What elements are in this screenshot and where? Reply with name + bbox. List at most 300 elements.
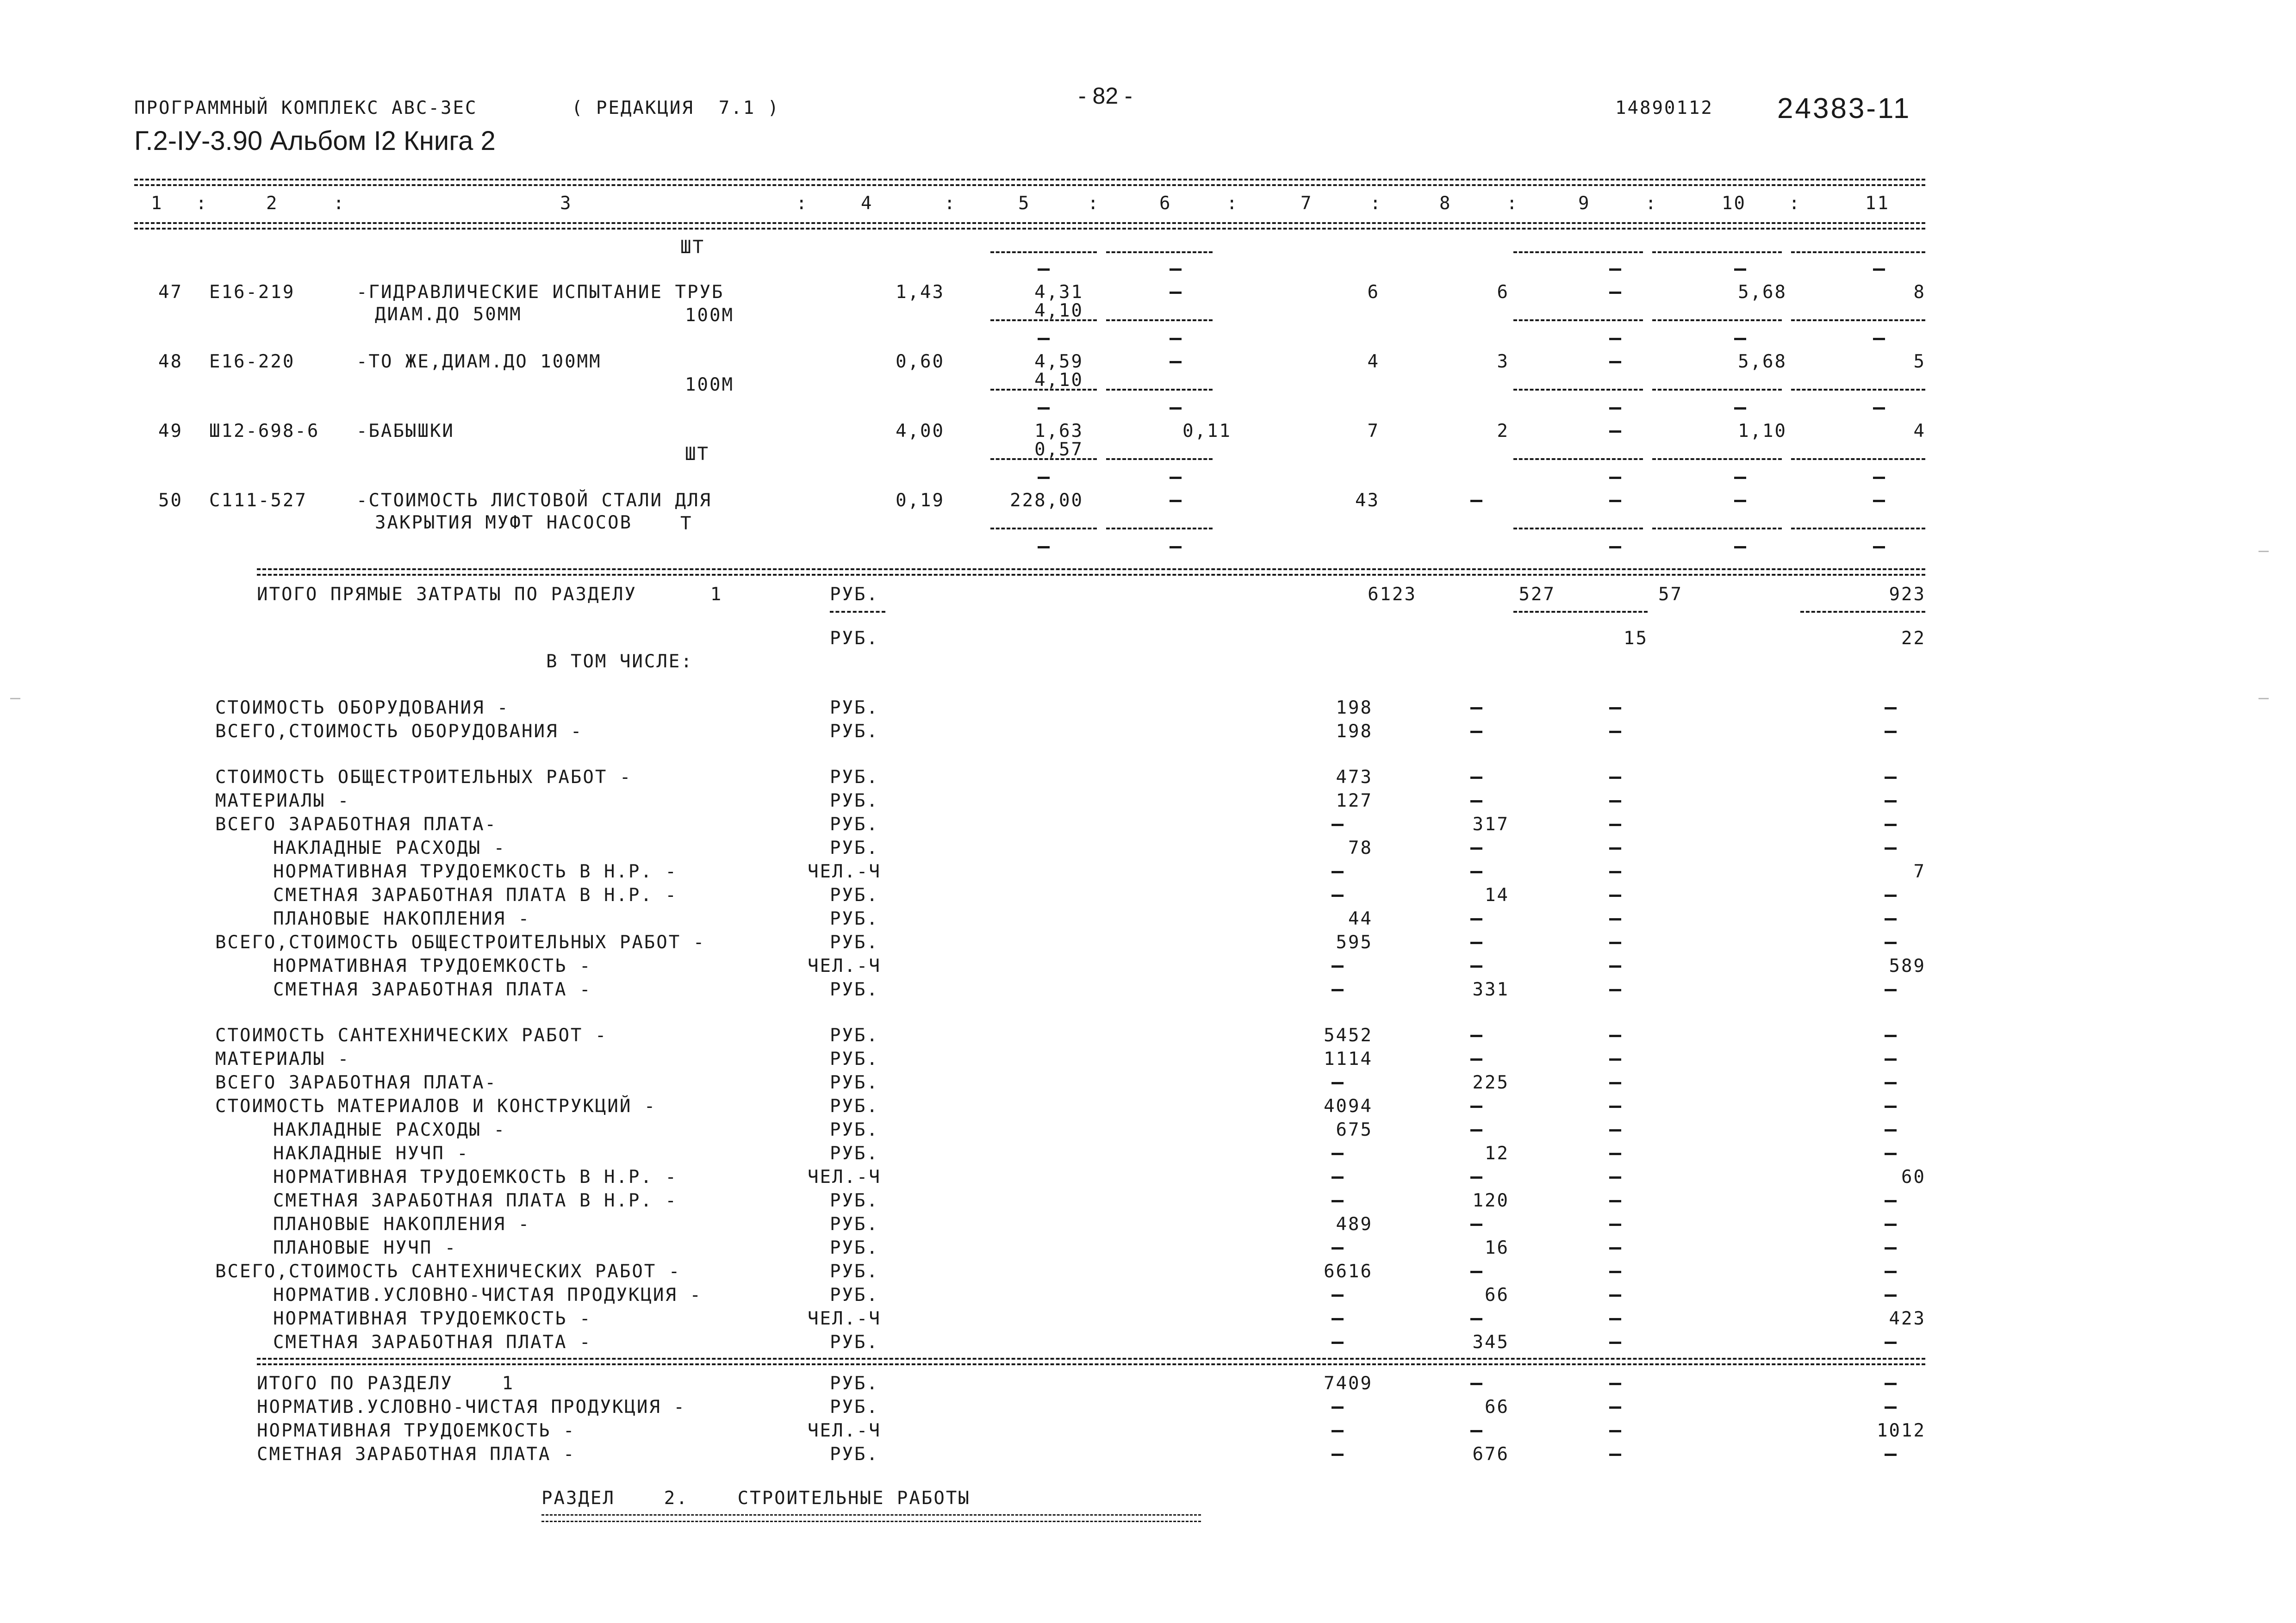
summary-c7: 127 bbox=[1336, 790, 1373, 811]
page-number: - 82 - bbox=[1078, 83, 1132, 109]
row-c11: 5 bbox=[1913, 351, 1926, 372]
dash-value bbox=[1170, 268, 1182, 271]
program-edition: ( РЕДАКЦИЯ 7.1 ) bbox=[572, 98, 780, 118]
dashed-rule bbox=[1513, 319, 1643, 321]
summary-c8: 12 bbox=[1485, 1143, 1509, 1164]
section-total-c9-dash bbox=[1609, 1406, 1621, 1409]
summary-c11: 589 bbox=[1889, 956, 1926, 976]
summary-c8: 16 bbox=[1485, 1237, 1509, 1258]
summary-label: СТОИМОСТЬ ОБОРУДОВАНИЯ - bbox=[215, 697, 510, 718]
summary-c11-dash bbox=[1885, 895, 1897, 897]
row-c11-dash bbox=[1873, 500, 1885, 502]
direct-costs-c9: 57 bbox=[1658, 584, 1683, 605]
margin-mark bbox=[2259, 698, 2269, 699]
direct-costs-unit-2: РУБ. bbox=[830, 628, 879, 649]
row-code: Е16-220 bbox=[209, 351, 295, 372]
row-quantity: 1,43 bbox=[896, 282, 945, 303]
summary-label: СТОИМОСТЬ САНТЕХНИЧЕСКИХ РАБОТ - bbox=[215, 1025, 608, 1046]
summary-c7: 473 bbox=[1336, 767, 1373, 788]
summary-c9-dash bbox=[1609, 942, 1621, 944]
column-separator: : bbox=[1370, 193, 1382, 214]
summary-c9-dash bbox=[1609, 847, 1621, 850]
summary-c7: 6616 bbox=[1324, 1261, 1373, 1282]
dash-value bbox=[1873, 546, 1885, 548]
row-c8: 3 bbox=[1497, 351, 1509, 372]
direct-costs-label: ИТОГО ПРЯМЫЕ ЗАТРАТЫ ПО РАЗДЕЛУ 1 bbox=[257, 584, 723, 605]
summary-label: СТОИМОСТЬ ОБЩЕСТРОИТЕЛЬНЫХ РАБОТ - bbox=[215, 767, 632, 788]
section-total-unit: РУБ. bbox=[830, 1373, 879, 1394]
summary-label: НОРМАТИВНАЯ ТРУДОЕМКОСТЬ В Н.Р. - bbox=[273, 1167, 678, 1188]
summary-c7: 44 bbox=[1348, 908, 1373, 929]
section-total-c7-dash bbox=[1332, 1454, 1344, 1456]
rule-section-total-2 bbox=[257, 1363, 1925, 1365]
summary-c7-dash bbox=[1332, 824, 1344, 826]
section-total-label: СМЕТНАЯ ЗАРАБОТНАЯ ПЛАТА - bbox=[257, 1444, 576, 1465]
row-unit-price: 228,00 bbox=[1010, 490, 1083, 511]
row-unit: Т bbox=[680, 513, 693, 534]
summary-unit: РУБ. bbox=[830, 767, 879, 788]
dashed-rule bbox=[1652, 251, 1782, 253]
summary-c9-dash bbox=[1609, 1035, 1621, 1037]
column-separator: : bbox=[796, 193, 809, 214]
row-code: С111-527 bbox=[209, 490, 307, 511]
section-total-unit: ЧЕЛ.-Ч bbox=[808, 1420, 881, 1441]
row-unit-price-secondary: 4,10 bbox=[1034, 370, 1083, 391]
summary-c8-dash bbox=[1470, 731, 1482, 733]
summary-label: НОРМАТИВ.УСЛОВНО-ЧИСТАЯ ПРОДУКЦИЯ - bbox=[273, 1285, 702, 1306]
summary-unit: РУБ. bbox=[830, 1190, 879, 1211]
summary-c8-dash bbox=[1470, 847, 1482, 850]
summary-label: ВСЕГО,СТОИМОСТЬ ОБЩЕСТРОИТЕЛЬНЫХ РАБОТ - bbox=[215, 932, 706, 953]
summary-unit: РУБ. bbox=[830, 885, 879, 906]
summary-label: МАТЕРИАЛЫ - bbox=[215, 790, 350, 811]
summary-unit: ЧЕЛ.-Ч bbox=[808, 1167, 881, 1188]
summary-c7: 5452 bbox=[1324, 1025, 1373, 1046]
rule-totals bbox=[257, 568, 1925, 570]
row-name-continued: ДИАМ.ДО 50ММ bbox=[375, 304, 522, 325]
row-quantity: 4,00 bbox=[896, 421, 945, 442]
summary-unit: РУБ. bbox=[830, 932, 879, 953]
row-c6: 0,11 bbox=[1182, 421, 1232, 442]
summary-c7-dash bbox=[1332, 895, 1344, 897]
rule-header-bottom-2 bbox=[134, 228, 1925, 230]
dashed-rule bbox=[1791, 251, 1925, 253]
summary-c9-dash bbox=[1609, 1342, 1621, 1344]
row-c6-dash bbox=[1170, 292, 1182, 294]
summary-c11-dash bbox=[1885, 1129, 1897, 1132]
row-c9-dash bbox=[1609, 500, 1621, 502]
section-total-c8: 676 bbox=[1472, 1444, 1509, 1465]
column-separator: : bbox=[1226, 193, 1239, 214]
dash-value bbox=[1873, 268, 1885, 271]
dash-value bbox=[1609, 338, 1621, 340]
summary-unit: РУБ. bbox=[830, 1143, 879, 1164]
summary-unit: ЧЕЛ.-Ч bbox=[808, 956, 881, 976]
dashed-rule bbox=[1791, 319, 1925, 321]
summary-label: ПЛАНОВЫЕ НАКОПЛЕНИЯ - bbox=[273, 1214, 531, 1235]
summary-unit: РУБ. bbox=[830, 790, 879, 811]
section-total-label: ИТОГО ПО РАЗДЕЛУ 1 bbox=[257, 1373, 515, 1394]
row-number: 49 bbox=[158, 421, 183, 442]
dash-value bbox=[1170, 407, 1182, 410]
summary-c11-dash bbox=[1885, 1106, 1897, 1108]
summary-c11-dash bbox=[1885, 777, 1897, 779]
row-c8: 6 bbox=[1497, 282, 1509, 303]
summary-unit: РУБ. bbox=[830, 1096, 879, 1117]
column-number-4: 4 bbox=[861, 193, 873, 214]
summary-c7-dash bbox=[1332, 1342, 1344, 1344]
summary-unit: РУБ. bbox=[830, 1332, 879, 1353]
summary-c8: 345 bbox=[1472, 1332, 1509, 1353]
summary-c11-dash bbox=[1885, 1058, 1897, 1061]
row-c7: 43 bbox=[1355, 490, 1380, 511]
column-number-1: 1 bbox=[151, 193, 163, 214]
dashed-rule bbox=[1652, 528, 1782, 529]
direct-costs-c11b: 22 bbox=[1901, 628, 1926, 649]
row-c8: 2 bbox=[1497, 421, 1509, 442]
summary-label: СМЕТНАЯ ЗАРАБОТНАЯ ПЛАТА В Н.Р. - bbox=[273, 885, 678, 906]
summary-c9-dash bbox=[1609, 1294, 1621, 1297]
column-number-3: 3 bbox=[560, 193, 572, 214]
margin-mark bbox=[10, 698, 20, 699]
dashed-rule bbox=[1513, 458, 1643, 460]
dashed-rule bbox=[1513, 528, 1643, 529]
summary-label: ВСЕГО,СТОИМОСТЬ ОБОРУДОВАНИЯ - bbox=[215, 721, 583, 742]
summary-c7-dash bbox=[1332, 1318, 1344, 1320]
dash-value bbox=[1170, 546, 1182, 548]
dashed-rule bbox=[1106, 251, 1213, 253]
row-c6-dash bbox=[1170, 500, 1182, 502]
dash-value bbox=[1609, 477, 1621, 479]
dashed-rule bbox=[1106, 389, 1213, 391]
summary-c11-dash bbox=[1885, 942, 1897, 944]
summary-label: НАКЛАДНЫЕ РАСХОДЫ - bbox=[273, 1119, 506, 1140]
summary-c11-dash bbox=[1885, 1342, 1897, 1344]
summary-c8-dash bbox=[1470, 1271, 1482, 1273]
row-c6-dash bbox=[1170, 361, 1182, 363]
next-section-underline bbox=[541, 1514, 1201, 1522]
summary-c7-dash bbox=[1332, 1176, 1344, 1179]
column-number-2: 2 bbox=[266, 193, 279, 214]
summary-c8: 66 bbox=[1485, 1285, 1509, 1306]
summary-c9-dash bbox=[1609, 1106, 1621, 1108]
summary-c8-dash bbox=[1470, 1224, 1482, 1226]
summary-unit: РУБ. bbox=[830, 814, 879, 835]
summary-c7: 198 bbox=[1336, 697, 1373, 718]
summary-c8-dash bbox=[1470, 942, 1482, 944]
summary-c11-dash bbox=[1885, 1082, 1897, 1084]
rule-top bbox=[134, 179, 1925, 180]
column-separator: : bbox=[1506, 193, 1519, 214]
section-total-unit: РУБ. bbox=[830, 1444, 879, 1465]
summary-unit: РУБ. bbox=[830, 979, 879, 1000]
section-total-c8-dash bbox=[1470, 1383, 1482, 1385]
column-separator: : bbox=[1789, 193, 1801, 214]
dashed-rule bbox=[1513, 251, 1643, 253]
dashed-rule bbox=[1791, 528, 1925, 529]
summary-c9-dash bbox=[1609, 1082, 1621, 1084]
summary-c9-dash bbox=[1609, 1318, 1621, 1320]
summary-c11-dash bbox=[1885, 731, 1897, 733]
summary-c11-dash bbox=[1885, 847, 1897, 850]
row-name-continued: ЗАКРЫТИЯ МУФТ НАСОСОВ bbox=[375, 512, 633, 533]
direct-costs-c11: 923 bbox=[1889, 584, 1926, 605]
dash-value bbox=[1609, 407, 1621, 410]
summary-c8: 14 bbox=[1485, 885, 1509, 906]
summary-c8: 331 bbox=[1472, 979, 1509, 1000]
summary-label: СТОИМОСТЬ МАТЕРИАЛОВ И КОНСТРУКЦИЙ - bbox=[215, 1096, 657, 1117]
section-total-c11-dash bbox=[1885, 1383, 1897, 1385]
section-total-c7-dash bbox=[1332, 1406, 1344, 1409]
row-quantity: 0,60 bbox=[896, 351, 945, 372]
dash-value bbox=[1038, 477, 1050, 479]
row-name: -БАБЫШКИ bbox=[356, 421, 454, 442]
summary-c7-dash bbox=[1332, 1247, 1344, 1250]
dash-value bbox=[1038, 338, 1050, 340]
summary-c9-dash bbox=[1609, 895, 1621, 897]
summary-c9-dash bbox=[1609, 1129, 1621, 1132]
section-total-c11-dash bbox=[1885, 1406, 1897, 1409]
summary-c8-dash bbox=[1470, 965, 1482, 968]
summary-c9-dash bbox=[1609, 1153, 1621, 1155]
summary-label: МАТЕРИАЛЫ - bbox=[215, 1049, 350, 1070]
summary-c8-dash bbox=[1470, 1176, 1482, 1179]
summary-c9-dash bbox=[1609, 871, 1621, 873]
summary-label: ВСЕГО ЗАРАБОТНАЯ ПЛАТА- bbox=[215, 814, 498, 835]
summary-c11-dash bbox=[1885, 1035, 1897, 1037]
summary-label: НАКЛАДНЫЕ РАСХОДЫ - bbox=[273, 838, 506, 858]
summary-unit: РУБ. bbox=[830, 1261, 879, 1282]
column-number-6: 6 bbox=[1159, 193, 1172, 214]
row-unit-price: 4,59 bbox=[1034, 351, 1083, 372]
summary-c11-dash bbox=[1885, 1247, 1897, 1250]
section-total-label: НОРМАТИВНАЯ ТРУДОЕМКОСТЬ - bbox=[257, 1420, 576, 1441]
margin-mark bbox=[2259, 551, 2269, 552]
summary-unit: РУБ. bbox=[830, 1072, 879, 1093]
summary-c8: 120 bbox=[1472, 1190, 1509, 1211]
summary-c8-dash bbox=[1470, 918, 1482, 920]
row-unit-price-secondary: 0,57 bbox=[1034, 439, 1083, 460]
row-c7: 7 bbox=[1367, 421, 1380, 442]
column-number-11: 11 bbox=[1865, 193, 1890, 214]
row-quantity: 0,19 bbox=[896, 490, 945, 511]
dash-value bbox=[1734, 477, 1746, 479]
direct-costs-c7: 6123 bbox=[1368, 584, 1417, 605]
summary-c8-dash bbox=[1470, 1106, 1482, 1108]
dash-value bbox=[1609, 268, 1621, 271]
summary-c7-dash bbox=[1332, 1200, 1344, 1202]
summary-c8-dash bbox=[1470, 800, 1482, 802]
column-number-8: 8 bbox=[1439, 193, 1452, 214]
section-total-label: НОРМАТИВ.УСЛОВНО-ЧИСТАЯ ПРОДУКЦИЯ - bbox=[257, 1397, 686, 1418]
row-number: 47 bbox=[158, 282, 183, 303]
row-number: 48 bbox=[158, 351, 183, 372]
summary-c9-dash bbox=[1609, 1247, 1621, 1250]
rule-top-2 bbox=[134, 184, 1925, 186]
summary-label: НОРМАТИВНАЯ ТРУДОЕМКОСТЬ - bbox=[273, 956, 592, 976]
direct-costs-c9b: 15 bbox=[1624, 628, 1648, 649]
dash-value bbox=[1170, 338, 1182, 340]
row-code: Е16-219 bbox=[209, 282, 295, 303]
c9-underline bbox=[1513, 611, 1648, 613]
direct-costs-c8: 527 bbox=[1518, 584, 1556, 605]
row-unit-price-secondary: 4,10 bbox=[1034, 300, 1083, 321]
summary-c7-dash bbox=[1332, 871, 1344, 873]
column-number-10: 10 bbox=[1722, 193, 1746, 214]
summary-c9-dash bbox=[1609, 824, 1621, 826]
summary-unit: РУБ. bbox=[830, 1049, 879, 1070]
summary-c11: 60 bbox=[1901, 1167, 1926, 1188]
document-code: 14890112 bbox=[1615, 98, 1713, 118]
summary-c8-dash bbox=[1470, 1318, 1482, 1320]
row-c10: 5,68 bbox=[1738, 282, 1787, 303]
summary-c11-dash bbox=[1885, 1153, 1897, 1155]
summary-c11-dash bbox=[1885, 1294, 1897, 1297]
dashed-rule bbox=[990, 251, 1097, 253]
column-separator: : bbox=[196, 193, 208, 214]
section-total-c8-dash bbox=[1470, 1430, 1482, 1432]
dash-value bbox=[1038, 407, 1050, 410]
next-section-title: РАЗДЕЛ 2. СТРОИТЕЛЬНЫЕ РАБОТЫ bbox=[541, 1488, 971, 1509]
summary-label: СМЕТНАЯ ЗАРАБОТНАЯ ПЛАТА - bbox=[273, 1332, 592, 1353]
row-c9-dash bbox=[1609, 292, 1621, 294]
summary-c8: 317 bbox=[1472, 814, 1509, 835]
rule-section-total bbox=[257, 1358, 1925, 1360]
row-unit: ШТ bbox=[680, 237, 705, 258]
summary-c11: 423 bbox=[1889, 1308, 1926, 1329]
column-number-7: 7 bbox=[1300, 193, 1313, 214]
dashed-rule bbox=[1791, 458, 1925, 460]
summary-label: ВСЕГО ЗАРАБОТНАЯ ПЛАТА- bbox=[215, 1072, 498, 1093]
rule-totals-2 bbox=[257, 574, 1925, 576]
summary-c9-dash bbox=[1609, 989, 1621, 991]
section-total-unit: РУБ. bbox=[830, 1397, 879, 1418]
dash-value bbox=[1873, 477, 1885, 479]
summary-c11-dash bbox=[1885, 1224, 1897, 1226]
summary-c9-dash bbox=[1609, 1176, 1621, 1179]
summary-c8-dash bbox=[1470, 777, 1482, 779]
row-unit-price: 4,31 bbox=[1034, 282, 1083, 303]
summary-c8-dash bbox=[1470, 707, 1482, 709]
row-unit: ШТ bbox=[685, 444, 709, 465]
including-label: В ТОМ ЧИСЛЕ: bbox=[546, 651, 693, 672]
summary-label: ВСЕГО,СТОИМОСТЬ САНТЕХНИЧЕСКИХ РАБОТ - bbox=[215, 1261, 681, 1282]
dash-value bbox=[1734, 407, 1746, 410]
row-unit: 100М bbox=[685, 305, 734, 326]
unit-underline bbox=[830, 611, 885, 613]
summary-c8: 225 bbox=[1472, 1072, 1509, 1093]
summary-unit: РУБ. bbox=[830, 1214, 879, 1235]
summary-c9-dash bbox=[1609, 1058, 1621, 1061]
summary-label: СМЕТНАЯ ЗАРАБОТНАЯ ПЛАТА В Н.Р. - bbox=[273, 1190, 678, 1211]
summary-c9-dash bbox=[1609, 731, 1621, 733]
summary-unit: РУБ. bbox=[830, 697, 879, 718]
row-c10: 1,10 bbox=[1738, 421, 1787, 442]
summary-c7: 675 bbox=[1336, 1119, 1373, 1140]
column-number-9: 9 bbox=[1578, 193, 1591, 214]
column-separator: : bbox=[1645, 193, 1658, 214]
section-total-c9-dash bbox=[1609, 1383, 1621, 1385]
row-c10: 5,68 bbox=[1738, 351, 1787, 372]
row-c7: 4 bbox=[1367, 351, 1380, 372]
summary-c11-dash bbox=[1885, 800, 1897, 802]
dash-value bbox=[1873, 338, 1885, 340]
summary-c11-dash bbox=[1885, 1200, 1897, 1202]
summary-c7-dash bbox=[1332, 989, 1344, 991]
summary-unit: РУБ. bbox=[830, 1025, 879, 1046]
summary-c11-dash bbox=[1885, 989, 1897, 991]
summary-c7: 489 bbox=[1336, 1214, 1373, 1235]
summary-unit: РУБ. bbox=[830, 1285, 879, 1306]
dashed-rule bbox=[990, 528, 1097, 529]
section-total-c9-dash bbox=[1609, 1430, 1621, 1432]
summary-c8-dash bbox=[1470, 1035, 1482, 1037]
summary-c9-dash bbox=[1609, 707, 1621, 709]
section-total-c8: 66 bbox=[1485, 1397, 1509, 1418]
dashed-rule bbox=[1652, 319, 1782, 321]
section-total-c11-dash bbox=[1885, 1454, 1897, 1456]
row-number: 50 bbox=[158, 490, 183, 511]
summary-c7: 4094 bbox=[1324, 1096, 1373, 1117]
section-total-c7: 7409 bbox=[1324, 1373, 1373, 1394]
dashed-rule bbox=[1652, 389, 1782, 391]
summary-label: НОРМАТИВНАЯ ТРУДОЕМКОСТЬ В Н.Р. - bbox=[273, 861, 678, 882]
rule-header-bottom bbox=[134, 222, 1925, 224]
summary-unit: РУБ. bbox=[830, 1119, 879, 1140]
row-c9-dash bbox=[1609, 361, 1621, 363]
summary-unit: РУБ. bbox=[830, 721, 879, 742]
summary-label: ПЛАНОВЫЕ НУЧП - bbox=[273, 1237, 457, 1258]
row-c11: 8 bbox=[1913, 282, 1926, 303]
dashed-rule bbox=[1513, 389, 1643, 391]
row-name: -СТОИМОСТЬ ЛИСТОВОЙ СТАЛИ ДЛЯ bbox=[356, 490, 712, 511]
row-name: -ТО ЖЕ,ДИАМ.ДО 100ММ bbox=[356, 351, 602, 372]
row-c10-dash bbox=[1734, 500, 1746, 502]
dash-value bbox=[1609, 546, 1621, 548]
summary-label: СМЕТНАЯ ЗАРАБОТНАЯ ПЛАТА - bbox=[273, 979, 592, 1000]
summary-unit: РУБ. bbox=[830, 838, 879, 858]
summary-c11-dash bbox=[1885, 707, 1897, 709]
column-separator: : bbox=[944, 193, 957, 214]
dashed-rule bbox=[1652, 458, 1782, 460]
summary-c9-dash bbox=[1609, 1200, 1621, 1202]
summary-c9-dash bbox=[1609, 800, 1621, 802]
summary-label: НОРМАТИВНАЯ ТРУДОЕМКОСТЬ - bbox=[273, 1308, 592, 1329]
c11-underline bbox=[1800, 611, 1925, 613]
dash-value bbox=[1873, 407, 1885, 410]
summary-c7: 198 bbox=[1336, 721, 1373, 742]
summary-c7-dash bbox=[1332, 1153, 1344, 1155]
dashed-rule bbox=[1106, 458, 1213, 460]
dash-value bbox=[1734, 338, 1746, 340]
summary-c7: 595 bbox=[1336, 932, 1373, 953]
row-code: Ш12-698-6 bbox=[209, 421, 320, 442]
section-total-c9-dash bbox=[1609, 1454, 1621, 1456]
column-separator: : bbox=[1088, 193, 1100, 214]
summary-c11-dash bbox=[1885, 1271, 1897, 1273]
dash-value bbox=[1734, 268, 1746, 271]
summary-label: НАКЛАДНЫЕ НУЧП - bbox=[273, 1143, 469, 1164]
summary-c9-dash bbox=[1609, 918, 1621, 920]
summary-c11-dash bbox=[1885, 824, 1897, 826]
summary-unit: РУБ. bbox=[830, 908, 879, 929]
row-name: -ГИДРАВЛИЧЕСКИЕ ИСПЫТАНИЕ ТРУБ bbox=[356, 282, 724, 303]
column-number-5: 5 bbox=[1018, 193, 1031, 214]
row-c8-dash bbox=[1470, 500, 1482, 502]
row-c11: 4 bbox=[1913, 421, 1926, 442]
summary-c7-dash bbox=[1332, 965, 1344, 968]
program-name: ПРОГРАММНЫЙ КОМПЛЕКС АВС-3ЕС bbox=[134, 98, 478, 118]
